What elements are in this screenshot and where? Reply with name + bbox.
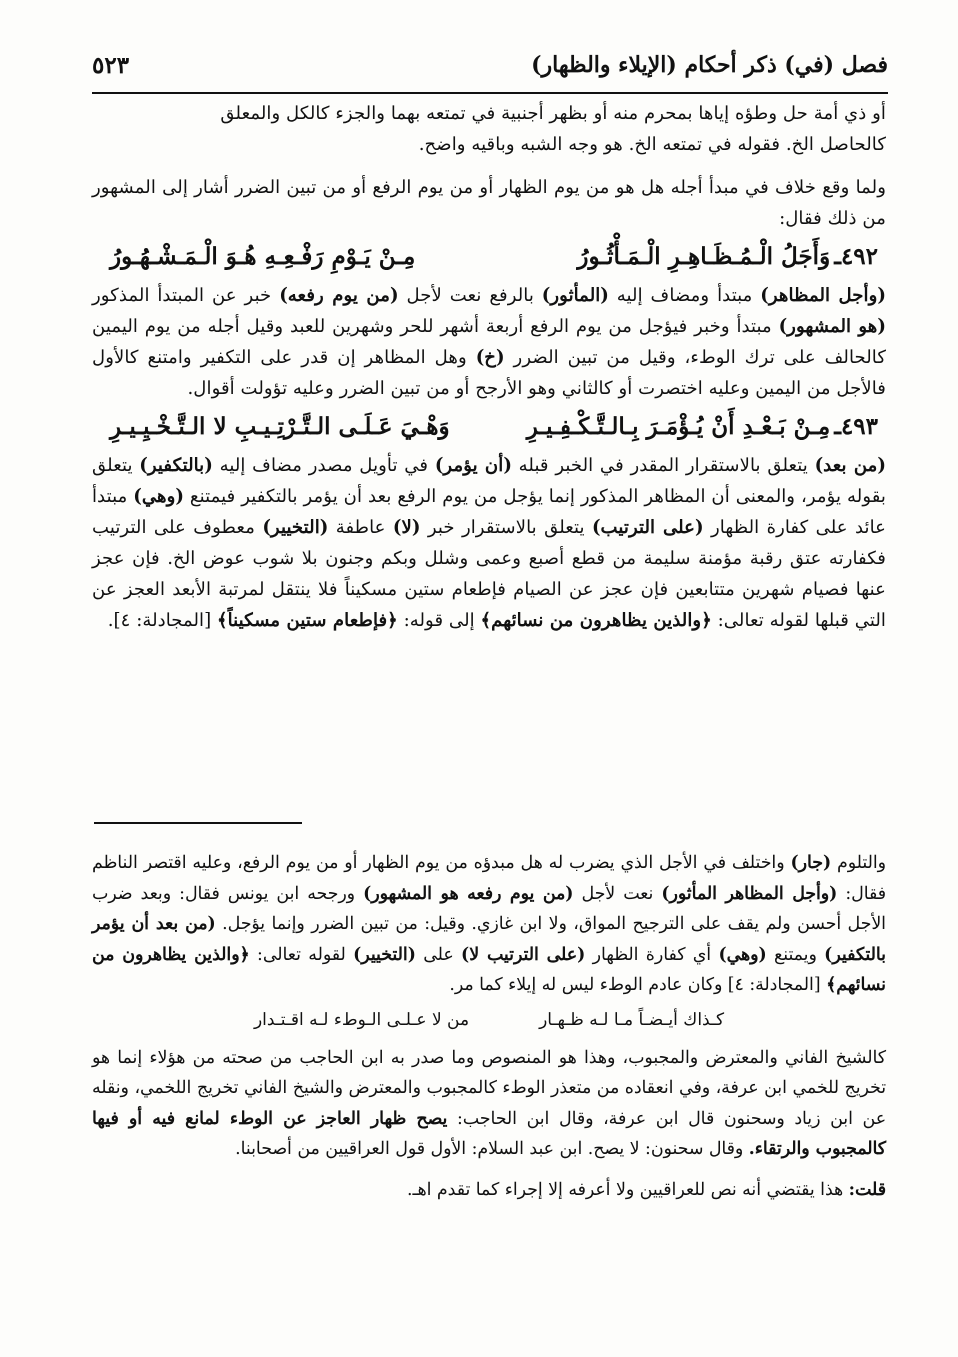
text: بالرفع نعت لأجل (398, 285, 542, 306)
intro-paragraph (92, 98, 886, 160)
footnotes (92, 848, 886, 1205)
term: (من بعد) (814, 455, 887, 476)
term: (وهي) (718, 944, 767, 965)
text: ورجحه ابن يونس فقال: وبعد ضرب الأجل أحسن ولم يقف على الترجيح المواق، ولا ابن غازي. وقيل: من تبين الضرر وإنما يؤجل. (92, 883, 886, 934)
chapter-title: فصل (في) ذكر أحكام (الإيلاء والظهار) (531, 52, 888, 78)
text: إلى قوله: (397, 610, 481, 631)
footnote-paragraph-2 (92, 1043, 886, 1165)
page-header (92, 38, 888, 94)
text: وهل المظاهر إن قدر على التكفير وامتنع كالأول فالأجل من اليمين وعليه اختصرت أو كالثاني وهو الأرجح أو من تبين الضرر وعليه تؤولت أقوال. (92, 347, 886, 399)
text: مبتدأ ومضاف إليه (608, 285, 761, 306)
commentary-493 (92, 450, 886, 636)
footnote-paragraph-1 (92, 848, 886, 1001)
text: نعت لأجل (573, 883, 662, 904)
term: (من يوم رفعه) (279, 285, 399, 306)
term: (وأجل المظاهر) (760, 285, 886, 306)
citation: [المجادلة: ٤]. (107, 610, 217, 631)
text: يتعلق بالاستقرار خبر (420, 517, 592, 538)
term: (التخيير) (353, 944, 416, 965)
footnote-paragraph-3 (92, 1175, 886, 1206)
main-text (92, 98, 886, 636)
text: كالشيخ الفاني والمعترض والمجبوب، وهذا هو المنصوص وما صدر به ابن الحاجب من صحته من هؤلاء إنما هو تخريج للخمي ابن عرفة، وفي انعقاده من متعذر الوطء كالمجبوب والمعترض والشيخ الفاني تخريج اللخمي، ونقله عن ابن زياد وسحنون قال ابن عرفة، وقال ابن الحاجب: (92, 1047, 886, 1129)
text: واختلف في الأجل الذي يضرب له هل مبدؤه من يوم الظهار أو من يوم الرفع، وعليه اقتصر الناظم فقال: (92, 853, 886, 904)
text: أي كفارة الظهار (585, 944, 719, 965)
transition-paragraph: ولما وقع خلاف في مبدأ أجله هل هو من يوم الظهار أو من يوم الرفع أو من تبين الضرر أشار إلى المشهور من ذلك فقال: (92, 177, 886, 229)
term: (على الترتيب) (591, 517, 704, 538)
term: (أن يؤمر) (434, 455, 512, 476)
term: يصح ظهار العاجز عن الوطء لمانع فيه أو فيها كالمجبوب والرتقاء. (92, 1108, 886, 1159)
poem-hemistich-1: كـذاك أيـضـاً مـا لـه ظـهـار (539, 1009, 725, 1030)
text: خبر عن المبتدأ المذكور (92, 285, 280, 306)
text: مبتدأ وخبر فيؤجل من يوم الرفع أربعة أشهر للحر وشهرين للعبد وقيل أجله من يوم اليمين كالحالف على ترك الوطء، وقيل من تبين الضرر (92, 316, 886, 368)
page-number: ٥٢٣ (92, 51, 130, 79)
text: معطوف على الترتيب فكفارته عتق رقبة مؤمنة سليمة من قطع أصبع وعمى وشلل وبكم وجنون بلا شوب عوض الخ. فإن عجز عنها فصيام شهرين متتابعين فإن عجز عن الصيام فإطعام ستين مسكيناً فلا ينتقل لمرتبة الأبعد العجز عن التي قبلها لقوله تعالى: (92, 517, 886, 631)
verse-493 (92, 404, 886, 450)
text: على (415, 944, 462, 965)
term: (على الترتيب لا) (461, 944, 586, 965)
verse-492 (92, 234, 886, 280)
verse-hemistich-2: وَهْـيَ عَـلَـى الـتَّـرْتِـيـبِ لا الـتَّـخْـيِـيـرِ (110, 413, 450, 440)
footnote-separator (94, 822, 302, 824)
text: يتعلق بالاستقرار المقدر في الخبر قبله (511, 455, 815, 476)
term: (جار) (790, 853, 832, 873)
verse-hemistich-2: مِـنْ يَـوْمِ رَفْـعِـهِ هُـوَ الْـمَـشْـهُـورُ (110, 243, 416, 270)
text: لقوله تعالى: (249, 944, 354, 965)
text: ويمتنع (766, 944, 825, 965)
verse-number: ٤٩٣ـ (834, 413, 878, 440)
text: عاطفة (328, 517, 393, 538)
term: (وأجل المظاهر المأثور) (661, 883, 838, 904)
text: هذا يقتضي أنه نص للعراقيين ولا أعرفه إلا إجراء كما تقدم اهـ. (406, 1179, 849, 1200)
text: يتعلق بقوله يؤمر، والمعنى أن المظاهر المذكور إنما يؤجل من يوم الرفع بعد أن يؤمر بالتكفير فيمتنع (92, 455, 886, 507)
term: (هو المشهور) (778, 316, 886, 337)
footnote-poem-line (92, 1003, 886, 1037)
text: [المجادلة: ٤] وكان عادم الوطء ليس له إيلاء كما مر. (449, 975, 827, 995)
poem-hemistich-2: من لا عـلـى الـوطء لـه اقـتـدار (253, 1009, 470, 1030)
term: قلت: (848, 1179, 886, 1200)
intro-line-1: أو ذي أمة حل وطؤه إياها بمحرم منه أو بظهر أجنبية في تمتعه بهما والجزء كالكل والمعلق (220, 103, 886, 124)
quran-quote: ﴿فإطعام ستين مسكيناً﴾ (216, 610, 398, 631)
text: وقال سحنون: لا يصح. ابن عبد السلام: الأول قول العراقيين من أصحابنا. (235, 1139, 749, 1159)
verse-number: ٤٩٢ـ (834, 243, 878, 270)
quran-quote: ﴿والذين يظاهرون من نسائهم﴾ (92, 944, 886, 995)
term: (من بعد أن يؤمر بالتكفير) (92, 914, 886, 965)
text: مبتدأ عائد على كفارة الظهار (92, 486, 887, 538)
term: (لا) (392, 517, 421, 538)
commentary-492 (92, 280, 886, 404)
intro-line-2: كالحاصل الخ. فقوله في تمتعه الخ. هو وجه الشبه وباقيه واضح. (418, 134, 886, 155)
term: (المأثور) (541, 285, 609, 306)
text: والتلوم (831, 853, 886, 873)
term: (بالتكفير) (139, 455, 213, 476)
term: (وهي) (133, 486, 184, 507)
text: في تأويل مصدر مضاف إليه (212, 455, 435, 476)
term: (من يوم رفعه هو المشهور) (363, 883, 574, 904)
verse-hemistich-1: مِـنْ بَـعْـدِ أَنْ يُـؤْمَـرَ بِـالـتَّـكْـفِـيـرِ (526, 413, 831, 440)
term: (التخيير) (262, 517, 329, 538)
verse-hemistich-1: وَأَجَلُ الْـمُـظَـاهِـرِ الْـمَـأْثُـورُ (577, 243, 831, 270)
term: (خ) (475, 347, 505, 368)
quran-quote: ﴿والذين يظاهرون من نسائهم﴾ (480, 610, 712, 631)
